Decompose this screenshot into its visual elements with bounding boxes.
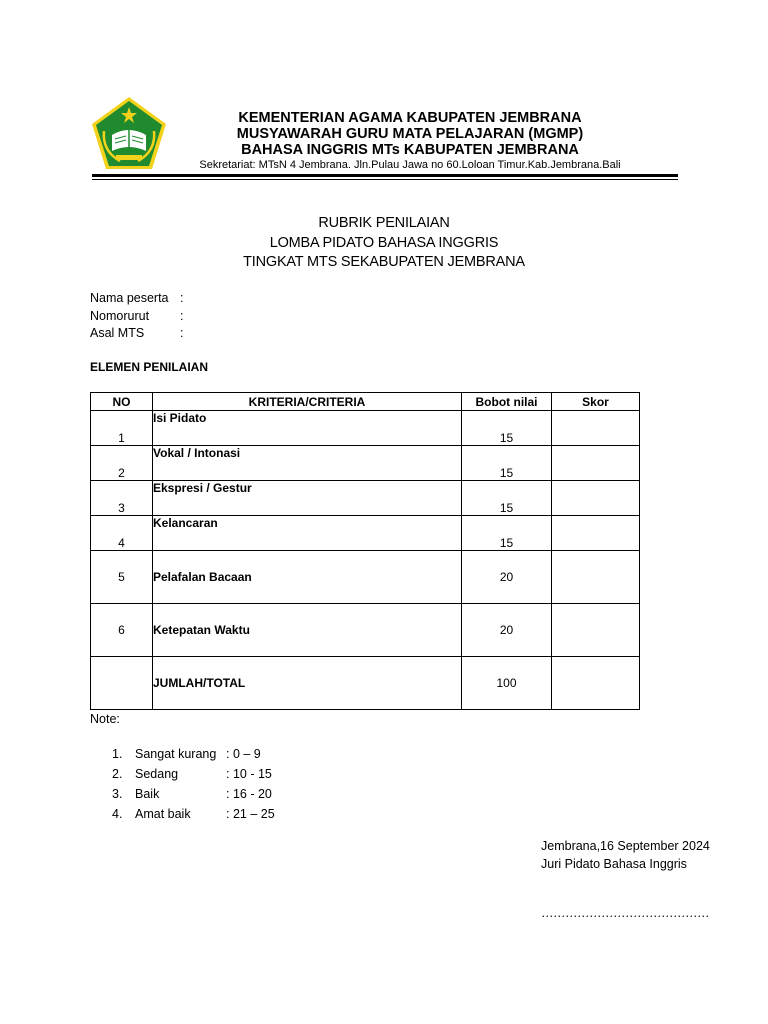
cell-skor[interactable] xyxy=(552,551,640,604)
table-row xyxy=(91,551,640,604)
cell-skor[interactable] xyxy=(552,446,640,481)
scale-number: 3. xyxy=(112,787,123,801)
identity-row-nomor xyxy=(90,308,183,326)
cell-bobot: 15 xyxy=(462,446,552,481)
table-row xyxy=(91,446,640,481)
cell-bobot: 15 xyxy=(462,481,552,516)
scale-number: 1. xyxy=(112,747,123,761)
list-item xyxy=(112,804,275,824)
title-line-1: RUBRIK PENILAIAN xyxy=(318,215,450,231)
cell-no: 1 xyxy=(91,411,153,446)
signature-block xyxy=(541,837,710,873)
scale-range: : 10 - 15 xyxy=(226,767,272,781)
identity-row-nama xyxy=(90,290,183,308)
table-total-row xyxy=(91,657,640,710)
kemenag-logo-icon xyxy=(90,95,168,173)
note-label: Note: xyxy=(90,712,120,726)
title-line-3: TINGKAT MTS SEKABUPATEN JEMBRANA xyxy=(243,254,525,270)
identity-label: Asal MTS xyxy=(90,326,145,340)
cell-bobot: 20 xyxy=(462,604,552,657)
identity-sep: : xyxy=(180,291,184,305)
identity-label: Nomorurut xyxy=(90,308,150,323)
table-row xyxy=(91,516,640,551)
scale-category: Sangat kurang xyxy=(135,747,217,761)
cell-no: 5 xyxy=(91,551,153,604)
signature-role: Juri Pidato Bahasa Inggris xyxy=(541,857,687,871)
scale-range: : 16 - 20 xyxy=(226,787,272,801)
cell-total-skor[interactable] xyxy=(552,657,640,710)
title-line-2: LOMBA PIDATO BAHASA INGGRIS xyxy=(269,234,499,251)
table-header-row xyxy=(91,393,640,411)
scale-number: 4. xyxy=(112,807,123,821)
cell-skor[interactable] xyxy=(552,604,640,657)
document-title xyxy=(0,214,768,273)
cell-bobot: 15 xyxy=(462,516,552,551)
cell-kriteria: Pelafalan Bacaan xyxy=(153,551,462,604)
identity-sep: : xyxy=(180,326,184,340)
scale-range: : 21 – 25 xyxy=(226,807,275,821)
cell-total-bobot: 100 xyxy=(462,657,552,710)
header-divider-thin xyxy=(92,179,678,180)
cell-no: 6 xyxy=(91,604,153,657)
rubric-table xyxy=(90,392,640,710)
cell-skor[interactable] xyxy=(552,481,640,516)
list-item xyxy=(112,744,275,764)
table-row xyxy=(91,604,640,657)
letterhead xyxy=(180,110,640,172)
scale-category: Amat baik xyxy=(135,807,191,821)
list-item xyxy=(112,764,275,784)
header-no: NO xyxy=(91,393,153,411)
identity-sep: : xyxy=(180,308,184,323)
cell-no: 2 xyxy=(91,446,153,481)
table-row xyxy=(91,411,640,446)
scale-range: : 0 – 9 xyxy=(226,747,261,761)
cell-bobot: 15 xyxy=(462,411,552,446)
score-scale-list xyxy=(112,744,275,824)
scale-category: Sedang xyxy=(135,767,179,781)
cell-kriteria: Ekspresi / Gestur xyxy=(153,481,462,516)
header-line-1: KEMENTERIAN AGAMA KABUPATEN JEMBRANA xyxy=(238,110,582,126)
cell-skor[interactable] xyxy=(552,516,640,551)
header-line-2: MUSYAWARAH GURU MATA PELAJARAN (MGMP) xyxy=(236,126,584,142)
participant-identity xyxy=(90,290,183,343)
identity-label: Nama peserta xyxy=(90,291,169,305)
identity-row-asal xyxy=(90,325,183,343)
section-title: ELEMEN PENILAIAN xyxy=(90,360,209,374)
scale-category: Baik xyxy=(135,787,160,801)
cell-kriteria: Isi Pidato xyxy=(153,411,462,446)
scale-number: 2. xyxy=(112,767,123,781)
header-kriteria: KRITERIA/CRITERIA xyxy=(153,393,462,411)
list-item xyxy=(112,784,275,804)
header-bobot: Bobot nilai xyxy=(462,393,552,411)
header-divider-thick xyxy=(92,174,678,177)
table-row xyxy=(91,481,640,516)
cell-skor[interactable] xyxy=(552,411,640,446)
header-skor: Skor xyxy=(552,393,640,411)
cell-kriteria: Vokal / Intonasi xyxy=(153,446,462,481)
sekretariat-address: Sekretariat: MTsN 4 Jembrana. Jln.Pulau Jawa no 60.Loloan Timur.Kab.Jembrana.Bali xyxy=(199,159,621,171)
cell-total-label: JUMLAH/TOTAL xyxy=(153,657,462,710)
cell-bobot: 20 xyxy=(462,551,552,604)
cell-no: 3 xyxy=(91,481,153,516)
cell-no: 4 xyxy=(91,516,153,551)
signature-line: …………………………………… xyxy=(541,906,709,920)
cell-kriteria: Kelancaran xyxy=(153,516,462,551)
cell-no xyxy=(91,657,153,710)
signature-place-date: Jembrana,16 September 2024 xyxy=(541,839,710,853)
cell-kriteria: Ketepatan Waktu xyxy=(153,604,462,657)
header-line-3: BAHASA INGGRIS MTs KABUPATEN JEMBRANA xyxy=(241,142,579,158)
